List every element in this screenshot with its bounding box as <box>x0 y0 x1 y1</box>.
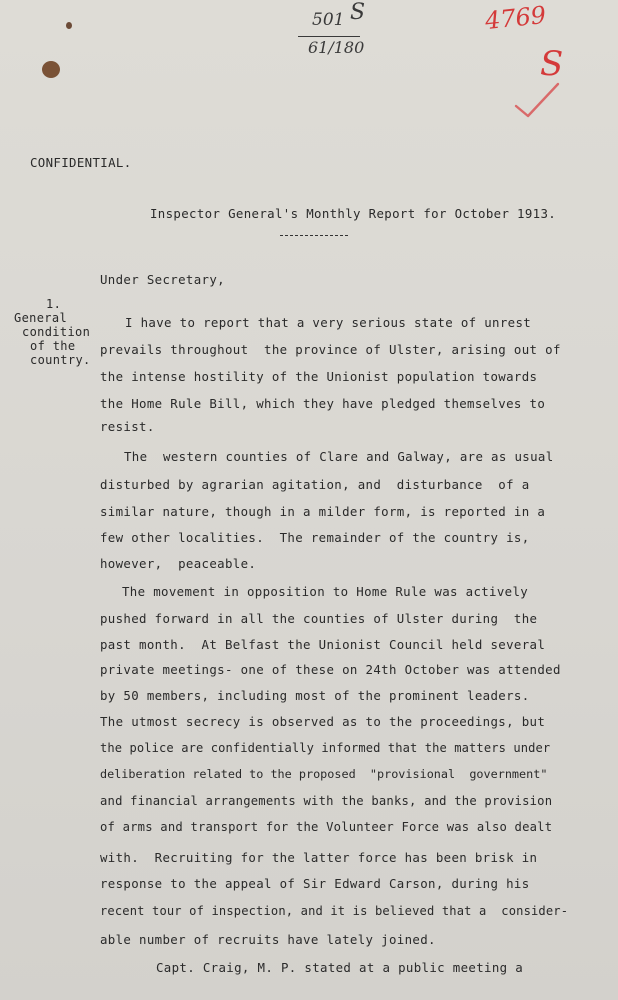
red-check-mark-icon <box>512 80 562 120</box>
body-line: The utmost secrecy is observed as to the proceedings, but <box>100 714 546 729</box>
body-line: response to the appeal of Sir Edward Carson, during his <box>100 876 530 891</box>
fraction-line <box>298 36 360 37</box>
salutation: Under Secretary, <box>100 272 225 287</box>
report-title: Inspector General's Monthly Report for October 1913. <box>150 206 557 221</box>
handwritten-s-mark: S <box>350 0 366 25</box>
body-line: The western counties of Clare and Galway, are as usual <box>124 449 554 464</box>
body-line: however, peaceable. <box>100 556 257 571</box>
confidential-label: CONFIDENTIAL. <box>30 155 132 170</box>
body-line: few other localities. The remainder of the country is, <box>100 530 530 545</box>
body-line: with. Recruiting for the latter force has been brisk in <box>100 850 538 865</box>
body-line: of arms and transport for the Volunteer Force was also dealt <box>100 820 553 834</box>
title-underline <box>280 235 348 236</box>
margin-note-line: condition <box>22 325 91 339</box>
body-line: the police are confidentially informed that the matters under <box>100 741 551 755</box>
punch-hole <box>42 61 60 78</box>
body-line: The movement in opposition to Home Rule was actively <box>122 584 529 599</box>
body-line: past month. At Belfast the Unionist Council held several <box>100 637 546 652</box>
margin-note-number: 1. <box>46 297 62 311</box>
body-line: and financial arrangements with the banks, and the provision <box>100 794 553 808</box>
handwritten-number: 501 <box>312 10 345 30</box>
red-number: 4769 <box>483 0 548 36</box>
margin-note-line: General <box>14 311 68 325</box>
punch-hole <box>66 22 72 29</box>
body-line: the Home Rule Bill, which they have pledged themselves to <box>100 396 546 411</box>
body-line: by 50 members, including most of the prominent leaders. <box>100 688 530 703</box>
handwritten-fraction: 61/180 <box>308 38 365 57</box>
body-line: able number of recruits have lately joined. <box>100 932 436 947</box>
body-line: I have to report that a very serious state of unrest <box>125 315 532 330</box>
body-line: the intense hostility of the Unionist population towards <box>100 369 538 384</box>
body-line: Capt. Craig, M. P. stated at a public meeting a <box>156 960 524 975</box>
body-line: resist. <box>100 419 155 434</box>
body-line: pushed forward in all the counties of Ulster during the <box>100 611 538 626</box>
body-line: disturbed by agrarian agitation, and disturbance of a <box>100 477 530 492</box>
red-s-mark: S <box>540 44 564 84</box>
body-line: private meetings- one of these on 24th October was attended <box>100 662 561 677</box>
margin-note-line: country. <box>30 353 91 367</box>
margin-note-line: of the <box>30 339 76 353</box>
body-line: similar nature, though in a milder form, is reported in a <box>100 504 546 519</box>
body-line: recent tour of inspection, and it is believed that a consider- <box>100 904 569 918</box>
body-line: deliberation related to the proposed "provisional government" <box>100 767 548 781</box>
body-line: prevails throughout the province of Ulster, arising out of <box>100 342 561 357</box>
